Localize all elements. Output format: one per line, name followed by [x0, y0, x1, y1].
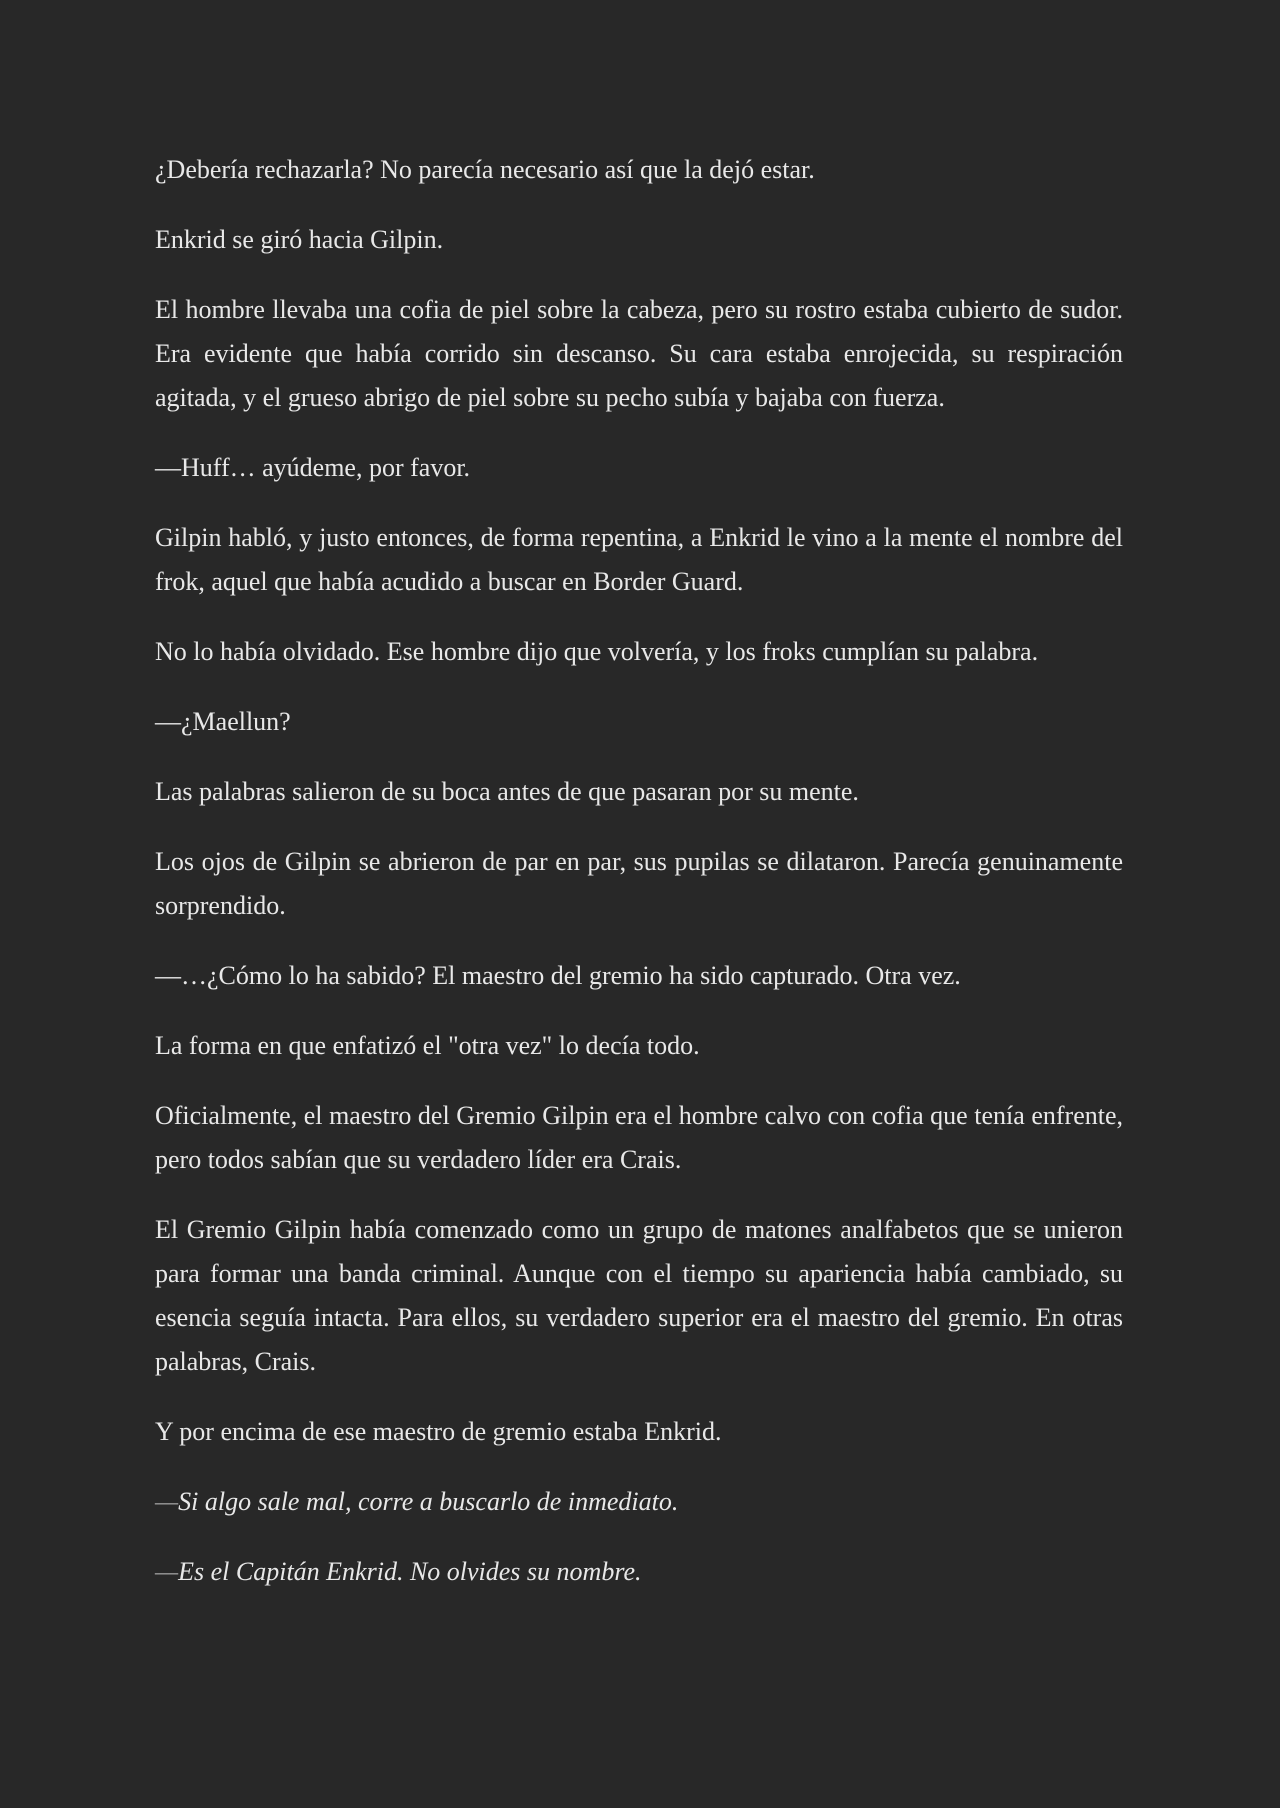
italic-quote-text: Si algo sale mal, corre a buscarlo de inmediato. — [178, 1487, 679, 1516]
paragraph: —¿Maellun? — [155, 707, 291, 736]
paragraph: No lo había olvidado. Ese hombre dijo que volvería, y los froks cumplían su palabra. — [155, 637, 1039, 666]
paragraph: Enkrid se giró hacia Gilpin. — [155, 225, 444, 254]
paragraph: ¿Debería rechazarla? No parecía necesario así que la dejó estar. — [155, 155, 815, 184]
italic-quote — [155, 1480, 1123, 1524]
em-dash: — — [155, 1557, 179, 1586]
paragraph: El Gremio Gilpin había comenzado como un grupo de matones analfabetos que se unieron para formar una banda criminal. Aunque con el tiempo su apariencia había cambiado, su esencia seguía intacta. Para ellos, su verdadero superior era el maestro del gremio. En otras palabras, Crais. — [155, 1215, 1123, 1376]
paragraph: Gilpin habló, y justo entonces, de forma repentina, a Enkrid le vino a la mente el nombre del frok, aquel que había acudido a buscar en Border Guard. — [155, 523, 1123, 596]
paragraph: El hombre llevaba una cofia de piel sobre la cabeza, pero su rostro estaba cubierto de sudor. Era evidente que había corrido sin descanso. Su cara estaba enrojecida, su respiración agitada, y el grueso abrigo de piel sobre su pecho subía y bajaba con fuerza. — [155, 295, 1123, 412]
paragraph: Las palabras salieron de su boca antes de que pasaran por su mente. — [155, 777, 859, 806]
paragraph: Los ojos de Gilpin se abrieron de par en par, sus pupilas se dilataron. Parecía genuinamente sorprendido. — [155, 847, 1123, 920]
paragraph: La forma en que enfatizó el "otra vez" lo decía todo. — [155, 1031, 700, 1060]
paragraph: —…¿Cómo lo ha sabido? El maestro del gremio ha sido capturado. Otra vez. — [155, 961, 961, 990]
paragraph: Y por encima de ese maestro de gremio estaba Enkrid. — [155, 1417, 722, 1446]
italic-quote — [155, 1550, 1123, 1594]
italic-quote-text: Es el Capitán Enkrid. No olvides su nombre. — [178, 1557, 642, 1586]
chapter-text — [155, 148, 1123, 1620]
paragraph: —Huff… ayúdeme, por favor. — [155, 453, 471, 482]
em-dash: — — [155, 1487, 179, 1516]
paragraph: Oficialmente, el maestro del Gremio Gilpin era el hombre calvo con cofia que tenía enfrente, pero todos sabían que su verdadero líder era Crais. — [155, 1101, 1123, 1174]
